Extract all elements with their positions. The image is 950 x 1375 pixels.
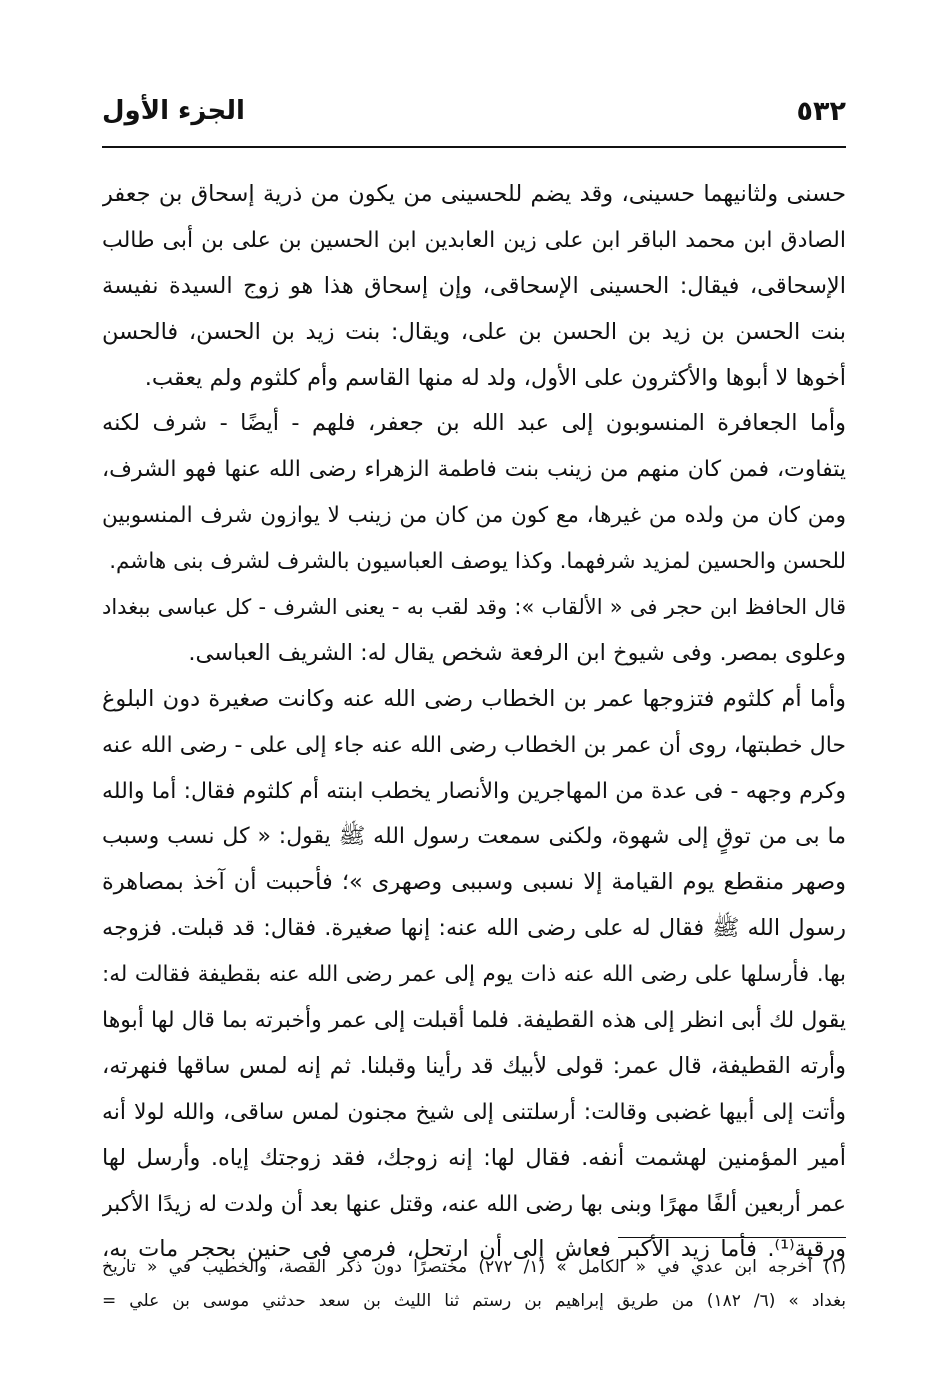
text-line: وكرم وجهه - فى عدة من المهاجرين والأنصار يخطب ابنته أم كلثوم فقال: أما والله [102,778,846,804]
text-line: يقول لك أبى انظر إلى هذه القطيفة. فلما أقبلت إلى عمر وأخبرته بما قال لها أبوها [102,1008,846,1034]
footnote-line: (١) أخرجه ابن عدي في « الكامل » (١/ ٢٧٢) مختصرًا دون ذكر القصة، والخطيب في « تاريخ [102,1257,846,1277]
text-line: الصادق ابن محمد الباقر ابن على زين العابدين ابن الحسين بن على بن أبى طالب [102,227,846,253]
text-line: وصهر منقطع يوم القيامة إلا نسبى وسببى وصهرى »؛ فأحببت أن آخذ بمصاهرة [102,869,846,896]
footnote-divider [618,1237,846,1238]
text-line: وعلوى بمصر. وفى شيوخ ابن الرفعة شخص يقال له: الشريف العباسى. [188,639,846,666]
text-line: ما بى من توقٍ إلى شهوة، ولكنى سمعت رسول الله ﷺ يقول: « كل نسب وسبب [102,824,846,850]
text-line: يتفاوت، فمن كان منهم من زينب بنت فاطمة الزهراء رضى الله عنها فهو الشرف، [102,457,846,483]
text-line: وأما الجعافرة المنسوبون إلى عبد الله بن جعفر، فلهم - أيضًا - شرف لكنه [102,410,846,437]
text-line: حسنى ولثانيهما حسينى، وقد يضم للحسينى من يكون من ذرية إسحاق بن جعفر [102,181,846,207]
text-line: عمر أربعين ألفًا مهرًا وبنى بها رضى الله عنه، وقتل عنها بعد أن ولدت له زيدًا الأكبر [102,1191,846,1217]
text-line: رسول الله ﷺ فقال له على رضى الله عنه: إنها صغيرة. فقال: قد قبلت. فزوجه [102,915,846,942]
text-line: بها. فأرسلها على رضى الله عنه ذات يوم إلى عمر رضى الله عنه بقطيفة فقالت له: [102,962,846,988]
text-line: حال خطبتها، روى أن عمر بن الخطاب رضى الله عنه جاء إلى على - رضى الله عنه [102,732,846,758]
text-line: الإسحاقى، فيقال: الحسينى الإسحاقى، وإن إسحاق هذا هو زوج السيدة نفيسة [102,272,846,299]
header-divider [102,146,846,148]
text-line: وأتت إلى أبيها غضبى وقالت: أرسلتنى إلى شيخ مجنون لمس ساقى، والله لولا أنه [102,1099,846,1125]
text-line: وأما أم كلثوم فتزوجها عمر بن الخطاب رضى الله عنه وكانت صغيرة دون البلوغ [102,685,846,712]
text-line: بنت الحسن بن زيد بن الحسن بن على، ويقال: بنت زيد بن الحسن، فالحسن [102,318,846,345]
text-line: وأرته القطيفة، قال عمر: قولى لأبيك قد رأينا وقبلنا. ثم إنه لمس ساقها فنهرته، [102,1052,846,1079]
footnotes [102,1250,846,1318]
text-line: أخوها لا أبوها والأكثرون على الأول، ولد له منها القاسم وأم كلثوم ولم يعقب. [144,364,846,391]
text-line: للحسن والحسين لمزيد شرفهما. وكذا يوصف العباسيون بالشرف لشرف بنى هاشم. [109,549,846,575]
text-line: قال الحافظ ابن حجر فى « الألقاب »: وقد لقب به - يعنى الشرف - كل عباسى ببغداد [102,595,846,620]
text-line: ورقية⁽¹⁾. فأما زيد الأكبر فعاش إلى أن ارتحل، فرمى فى حنين بحجر مات به، [102,1236,846,1263]
text-line: ومن كان من ولده من غيرها، مع كون من كان من زينب لا يوازون شرف المنسوبين [102,503,846,529]
volume-title: الجزء الأول [102,96,245,126]
page-number: ٥٣٢ [796,96,846,127]
text-line: أمير المؤمنين لهشمت أنفه. فقال لها: إنه زوجك، فقد زوجتك إياه. وأرسل لها [102,1144,846,1171]
main-text [102,172,846,1273]
footnote-line: بغداد » (٦/ ١٨٢) من طريق إبراهيم بن رستم ثنا الليث بن سعد حدثني موسى بن علي = [102,1291,846,1311]
page-header [102,92,846,138]
